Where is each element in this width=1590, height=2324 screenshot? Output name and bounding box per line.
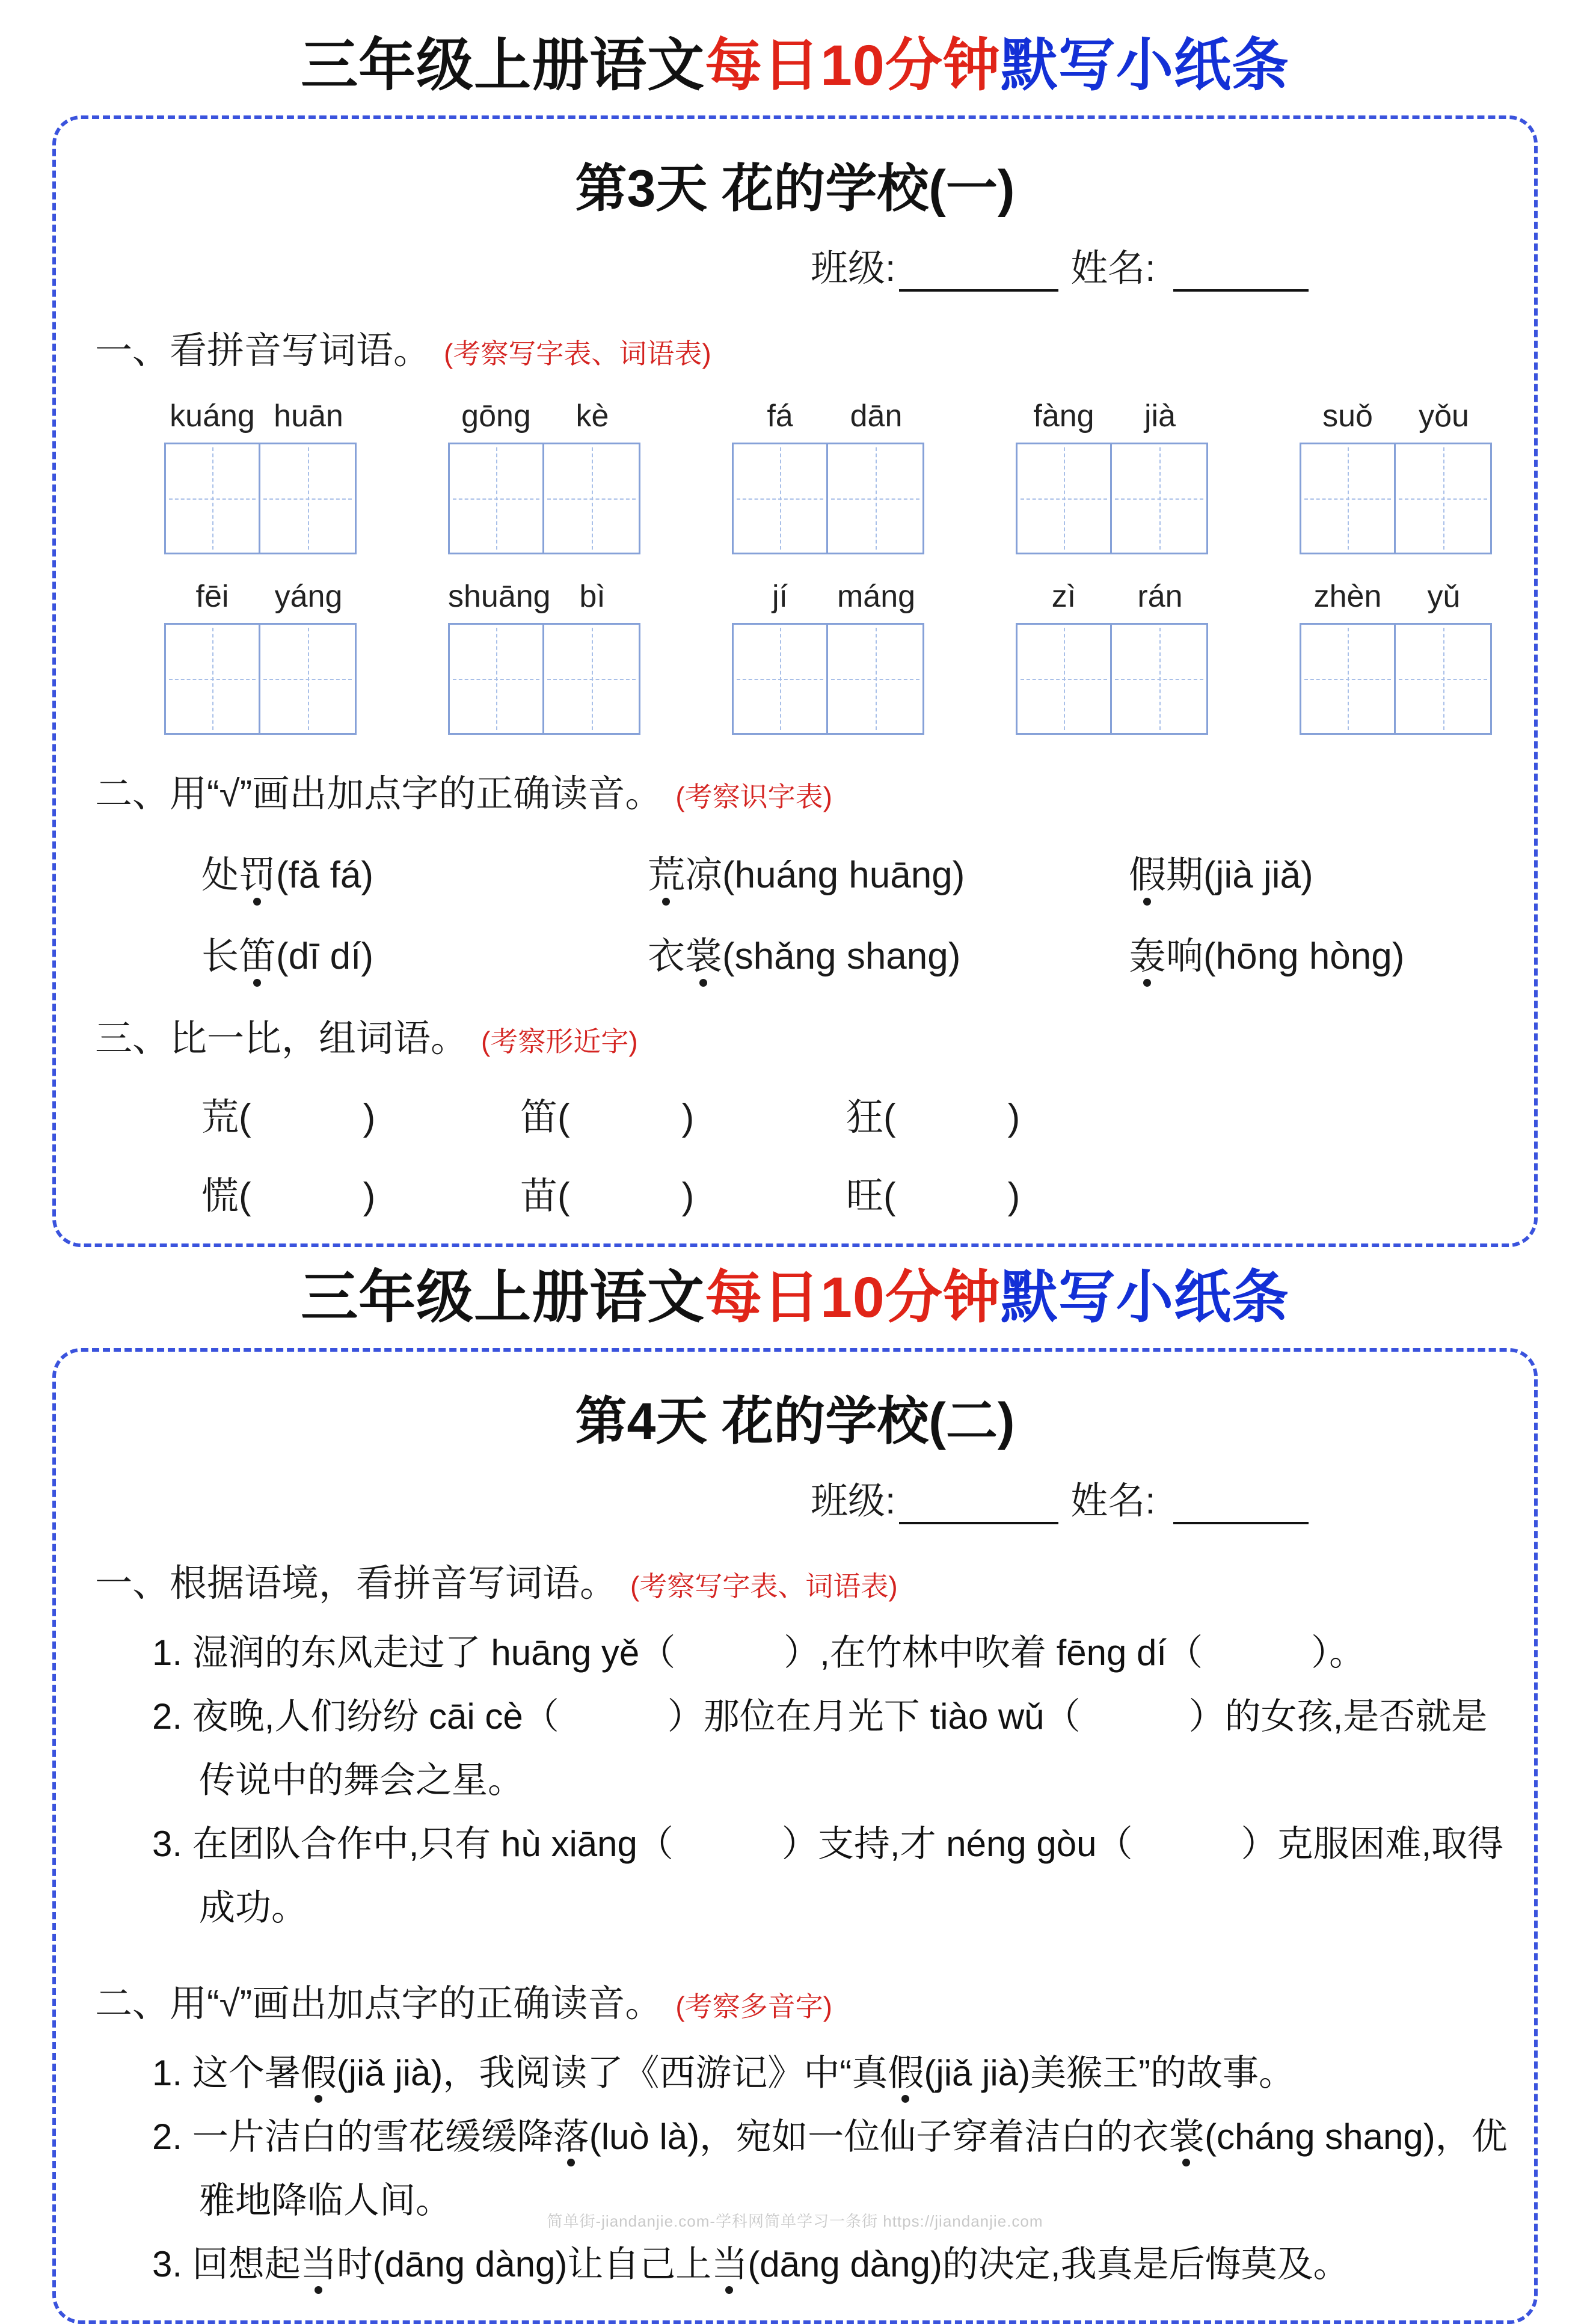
writing-grid <box>1016 443 1208 554</box>
character-box <box>260 443 357 554</box>
pinyin-syllable: shuāng <box>448 579 551 615</box>
writing-grid <box>448 623 640 735</box>
compare-item: 狂( ) <box>846 1097 1021 1139</box>
pinyin-syllable: zhèn <box>1313 579 1382 615</box>
text-segment: 2. 一片洁白的雪花缓缓降 <box>152 2116 553 2157</box>
section-heading-3 <box>95 1008 1510 1062</box>
text-segment: (cháng shang)，优雅地降临人间。 <box>199 2116 1508 2221</box>
character-box <box>448 443 544 554</box>
header-dictation-text: 默写小纸条 <box>1000 34 1289 97</box>
pinyin-syllable: fá <box>767 399 793 434</box>
compare-item: 苗( ) <box>520 1176 695 1218</box>
writing-grid <box>1300 623 1492 735</box>
character-box <box>1112 623 1208 735</box>
dotted-char: 当 <box>300 2243 337 2284</box>
reading-item <box>201 926 648 980</box>
dotted-char: 当 <box>711 2243 748 2284</box>
pinyin-syllable: huān <box>274 399 343 434</box>
pinyin-grid-row-2 <box>164 578 1492 735</box>
pinyin-word-group <box>732 398 924 554</box>
reading-item <box>648 845 1129 898</box>
text-segment: 3. 回想起 <box>152 2243 301 2284</box>
context-pinyin-questions <box>80 1621 1510 1940</box>
pinyin-label <box>164 398 357 434</box>
pinyin-label <box>1300 578 1492 615</box>
character-box <box>1112 443 1208 554</box>
text-segment: (jiǎ jià)美猴王”的故事。 <box>924 2052 1295 2093</box>
dotted-char: 假 <box>300 2052 337 2093</box>
pinyin-syllable: yǒu <box>1419 399 1469 434</box>
pinyin-label <box>448 578 640 615</box>
reading-item <box>1129 926 1510 980</box>
dotted-char: 荒 <box>648 854 686 897</box>
character-box <box>164 623 260 735</box>
page-header-2 <box>42 1265 1548 1331</box>
text-segment: 1. 这个暑 <box>152 2052 301 2093</box>
pinyin-word-group <box>448 578 640 735</box>
pinyin-syllable: fēi <box>195 579 229 615</box>
header-grade-text: 三年级上册语文 <box>301 1266 705 1330</box>
pinyin-syllable: yáng <box>274 579 343 615</box>
pinyin-label <box>448 398 640 434</box>
pinyin-syllable: dān <box>850 399 903 434</box>
pinyin-syllable: máng <box>836 579 916 615</box>
text-segment: 响(hōng hòng) <box>1166 936 1405 978</box>
character-box <box>448 623 544 735</box>
character-box <box>164 443 260 554</box>
section-heading-1 <box>95 1553 1510 1607</box>
sheet-day3 <box>52 115 1538 1247</box>
text-segment: (dī dí) <box>276 936 373 978</box>
text-segment: 期(jià jiǎ) <box>1166 854 1313 897</box>
pinyin-word-group <box>164 398 357 554</box>
class-blank <box>899 257 1058 292</box>
section-heading-2 <box>95 764 1510 817</box>
text-segment: (shǎng shang) <box>722 936 961 978</box>
character-box <box>544 443 640 554</box>
pinyin-label <box>1016 578 1208 615</box>
section-heading-2 <box>95 1973 1510 2027</box>
writing-grid <box>164 623 357 735</box>
text-segment: 凉(huáng huāng) <box>685 854 965 897</box>
dotted-char: 裳 <box>1168 2116 1205 2157</box>
dotted-char: 落 <box>553 2116 589 2157</box>
header-daily-text: 每日10分钟 <box>705 34 1001 97</box>
pinyin-word-group <box>1016 578 1208 735</box>
section-note: (考察写字表、词语表) <box>444 338 711 370</box>
page-header-1 <box>42 33 1548 99</box>
section-note: (考察写字表、词语表) <box>630 1570 898 1602</box>
pinyin-syllable: kè <box>576 399 609 434</box>
section-label: 一、看拼音写词语。 <box>95 330 431 372</box>
character-box <box>1016 623 1112 735</box>
reading-item <box>1129 845 1510 898</box>
name-label: 姓名: <box>1070 1480 1156 1522</box>
question-item <box>152 2233 1510 2296</box>
writing-grid <box>1300 443 1492 554</box>
sheet-day3-title: 第3天 花的学校(一) <box>575 160 1015 218</box>
writing-grid <box>732 623 924 735</box>
section-heading-1 <box>95 320 1510 374</box>
watermark-footer: 简单街-jiandanjie.com-学科网简单学习一条街 https://jiandanjie.com <box>547 2212 1043 2230</box>
compare-item: 慌( ) <box>201 1176 376 1218</box>
pinyin-word-group <box>732 578 924 735</box>
writing-grid <box>448 443 640 554</box>
pinyin-word-group <box>448 398 640 554</box>
name-label: 姓名: <box>1070 248 1156 290</box>
pinyin-word-group <box>1300 578 1492 735</box>
class-name-line <box>80 1471 1510 1524</box>
pinyin-syllable: zì <box>1051 579 1076 615</box>
class-blank <box>899 1489 1058 1524</box>
section-label: 三、比一比，组词语。 <box>95 1018 468 1060</box>
name-blank <box>1173 257 1309 292</box>
pinyin-syllable: kuáng <box>170 399 255 434</box>
character-box <box>1396 443 1492 554</box>
text-segment: (dāng dàng)的决定,我真是后悔莫及。 <box>747 2243 1349 2284</box>
pinyin-grid-row-1 <box>164 398 1492 554</box>
dotted-char: 笛 <box>239 936 277 978</box>
reading-choice-row-1 <box>80 845 1510 898</box>
character-box <box>732 443 828 554</box>
character-box <box>732 623 828 735</box>
reading-item <box>201 845 648 898</box>
header-daily-text: 每日10分钟 <box>705 1266 1001 1330</box>
pinyin-syllable: jià <box>1144 399 1176 434</box>
pinyin-syllable: fàng <box>1033 399 1094 434</box>
pinyin-label <box>732 398 924 434</box>
text-segment: (fǎ fá) <box>276 854 373 897</box>
class-label: 班级: <box>811 1480 896 1522</box>
section-note: (考察识字表) <box>675 781 832 813</box>
pinyin-syllable: suǒ <box>1322 399 1373 434</box>
text-segment: 长 <box>201 936 239 978</box>
text-segment: 衣 <box>648 936 686 978</box>
pinyin-label <box>164 578 357 615</box>
section-label: 二、用“√”画出加点字的正确读音。 <box>95 1982 663 2025</box>
dotted-char: 罚 <box>239 854 277 897</box>
pinyin-syllable: bì <box>579 579 606 615</box>
pinyin-label <box>732 578 924 615</box>
pinyin-syllable: gōng <box>461 399 531 434</box>
text-segment: (jiǎ jià)，我阅读了《西游记》中“真 <box>336 2052 888 2093</box>
writing-grid <box>732 443 924 554</box>
pinyin-grid-block <box>80 398 1510 735</box>
character-box <box>1396 623 1492 735</box>
dotted-char: 轰 <box>1129 936 1167 978</box>
character-box <box>1016 443 1112 554</box>
class-name-line <box>80 238 1510 292</box>
question-item: 2. 夜晚,人们纷纷 cāi cè（ ）那位在月光下 tiào wǔ（ ）的女孩,是否就是传说中的舞会之星。 <box>152 1696 1488 1800</box>
reading-choice-row-2 <box>80 926 1510 980</box>
character-box <box>260 623 357 735</box>
pinyin-word-group <box>164 578 357 735</box>
section-label: 一、根据语境，看拼音写词语。 <box>95 1562 618 1604</box>
compare-item: 荒( ) <box>201 1097 376 1139</box>
sheet-day4 <box>52 1348 1538 2324</box>
writing-grid <box>164 443 357 554</box>
section-label: 二、用“√”画出加点字的正确读音。 <box>95 773 663 815</box>
question-item: 3. 在团队合作中,只有 hù xiāng（ ）支持,才 néng gòu（ ）克服困难,取得成功。 <box>152 1823 1504 1928</box>
pinyin-syllable: rán <box>1137 579 1183 615</box>
name-blank <box>1173 1489 1309 1524</box>
character-box <box>828 443 924 554</box>
text-segment: 时(dāng dàng)让自己上 <box>336 2243 712 2284</box>
character-box <box>544 623 640 735</box>
polyphone-questions <box>80 2041 1510 2296</box>
pinyin-syllable: yǔ <box>1427 579 1461 615</box>
dotted-char: 裳 <box>685 936 723 978</box>
compare-words-row-1 <box>80 1087 1510 1141</box>
compare-item: 旺( ) <box>846 1176 1021 1218</box>
pinyin-label <box>1300 398 1492 434</box>
section-note: (考察形近字) <box>481 1026 638 1058</box>
text-segment: (luò là)，宛如一位仙子穿着洁白的衣 <box>589 2116 1169 2157</box>
header-grade-text: 三年级上册语文 <box>301 34 705 97</box>
reading-item <box>648 926 1129 980</box>
dotted-char: 假 <box>888 2052 924 2093</box>
writing-grid <box>1016 623 1208 735</box>
dotted-char: 假 <box>1129 854 1167 897</box>
pinyin-word-group <box>1300 398 1492 554</box>
pinyin-syllable: jí <box>772 579 788 615</box>
character-box <box>1300 623 1396 735</box>
compare-words-row-2 <box>80 1166 1510 1219</box>
text-segment: 处 <box>201 854 239 897</box>
character-box <box>1300 443 1396 554</box>
pinyin-word-group <box>1016 398 1208 554</box>
sheet-day4-title: 第4天 花的学校(二) <box>575 1392 1015 1450</box>
question-item: 1. 湿润的东风走过了 huāng yě（ ）,在竹林中吹着 fēng dí（ ）。 <box>152 1632 1366 1673</box>
question-item <box>152 2041 1510 2105</box>
class-label: 班级: <box>811 248 896 290</box>
pinyin-label <box>1016 398 1208 434</box>
header-dictation-text: 默写小纸条 <box>1000 1266 1289 1330</box>
compare-item: 笛( ) <box>520 1097 695 1139</box>
section-note: (考察多音字) <box>675 1990 832 2022</box>
character-box <box>828 623 924 735</box>
